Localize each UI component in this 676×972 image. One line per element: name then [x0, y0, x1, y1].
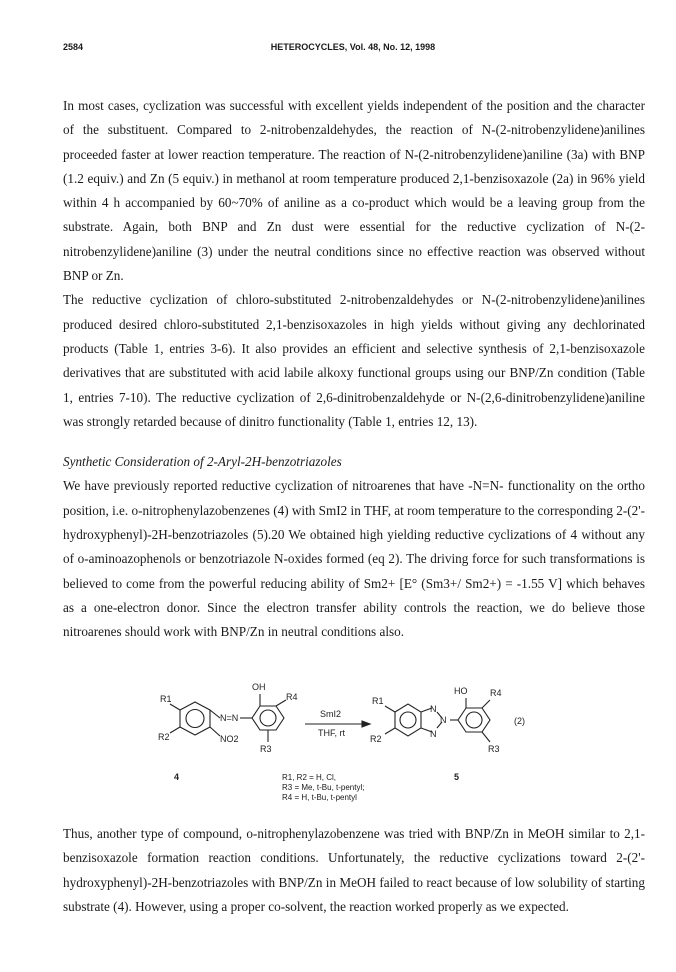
label-r2-right: R2 — [370, 734, 382, 744]
label-r3-right: R3 — [488, 744, 500, 754]
label-ho: HO — [454, 686, 468, 696]
arrow-head — [362, 721, 370, 727]
ring-c — [395, 704, 421, 736]
label-reagent: SmI2 — [320, 709, 342, 719]
label-r1-right: R1 — [372, 696, 384, 706]
paragraph-1: In most cases, cyclization was successful with excellent yields independent of the position and the character of the substituent. Compared to 2-nitrobenzaldehydes, the reaction of N-(2-nitrobenzylidene)anilines proceeded faster at lower reaction temperature. The reaction of N-(2-nitrobenzylidene)aniline (3a) with BNP (1.2 equiv.) and Zn (5 equiv.) in methanol at room temperature produced 2,1-benzisoxazole (2a) in 96% yield within 4 h accompanied by 60~70% of aniline as a co-product which would be a leaving group from the substrate. Again, both BNP and Zn dust were essential for the reductive cyclization of N-(2-nitrobenzylidene)aniline (3) under the neutral conditions since no effective reaction was observed without BNP or Zn. — [63, 98, 645, 284]
label-azo: N=N — [220, 713, 239, 723]
reaction-scheme-svg — [140, 680, 560, 830]
label-r2-left: R2 — [158, 732, 170, 742]
condition-line-2: R3 = Me, t-Bu, t-pentyl; — [282, 783, 365, 792]
paragraph-3: We have previously reported reductive cyclization of nitroarenes that have -N=N- functionality on the ortho position, i.e. o-nitrophenylazobenzenes (4) with SmI2 in THF, at room temperature to the corresponding 2-(2'-hydroxyphenyl)-2H-benzotriazoles (5).20 We obtained high yielding reductive cyclizations of 4 without any of o-aminoazophenols or benzotriazole N-oxides formed (eq 2). The driving force for such transformations is believed to come from the powerful reducing ability of Sm2+ [E° (Sm3+/ Sm2+) = -1.55 V] which behaves as a one-electron donor. Since the electron transfer ability controls the reaction, we do believe those nitroarenes should work with BNP/Zn in neutral conditions also. — [63, 478, 645, 640]
compound-label-4: 4 — [174, 772, 180, 782]
paragraph-4: Thus, another type of compound, o-nitrophenylazobenzene was tried with BNP/Zn in MeOH similar to 2,1-benzisoxazole formation reaction conditions. Unfortunately, the reductive cyclizations toward 2-(2'-hydroxyphenyl)-2H-benzotriazoles with BNP/Zn in MeOH failed to react because of low solubility of starting substrate (4). However, using a proper co-solvent, the reaction worked properly as we expected. — [63, 826, 645, 914]
ring-b-aromatic — [260, 710, 276, 726]
condition-line-1: R1, R2 = H, Cl, — [282, 773, 337, 782]
compound-label-5: 5 — [454, 772, 460, 782]
journal-reference: HETEROCYCLES, Vol. 48, No. 12, 1998 — [270, 42, 436, 52]
equation-2-scheme — [140, 680, 560, 830]
substituent-conditions — [282, 773, 364, 803]
section-heading: Synthetic Consideration of 2-Aryl-2H-benzotriazoles — [63, 454, 342, 470]
label-r4-left: R4 — [286, 692, 298, 702]
equation-number: (2) — [514, 716, 525, 726]
label-r1-left: R1 — [160, 694, 172, 704]
page-header — [63, 42, 643, 56]
page-number: 2584 — [63, 42, 84, 52]
paragraph-2: The reductive cyclization of chloro-substituted 2-nitrobenzaldehydes or N-(2-nitrobenzylidene)anilines produced desired chloro-substituted 2,1-benzisoxazoles in high yields without giving any dechlorinated products (Table 1, entries 3-6). It also provides an efficient and selective synthesis of 2,1-benzisoxazole derivatives that are substituted with acid labile alkoxy functional groups using our BNP/Zn condition (Table 1, entries 7-10). The reductive cyclization of 2,6-dinitrobenzaldehyde or N-(2,6-dinitrobenzylidene)aniline was strongly retarded because of dinitro functionality (Table 1, entries 12, 13). — [63, 292, 645, 429]
condition-line-3: R4 = H, t-Bu, t-pentyl — [282, 793, 357, 802]
label-oh: OH — [252, 682, 266, 692]
label-r4-right: R4 — [490, 688, 502, 698]
ring-d-aromatic — [466, 712, 482, 728]
label-no2: NO2 — [220, 734, 239, 744]
ring-c-aromatic — [400, 712, 416, 728]
label-n-1: N — [430, 704, 437, 714]
ring-a — [180, 702, 210, 735]
ring-a-aromatic — [186, 710, 204, 728]
lower-body-text — [63, 822, 645, 919]
label-r3-left: R3 — [260, 744, 272, 754]
label-solvent: THF, rt — [318, 728, 345, 738]
upper-body-text — [63, 94, 645, 645]
label-n-2: N — [440, 715, 447, 725]
label-n-3: N — [430, 729, 437, 739]
